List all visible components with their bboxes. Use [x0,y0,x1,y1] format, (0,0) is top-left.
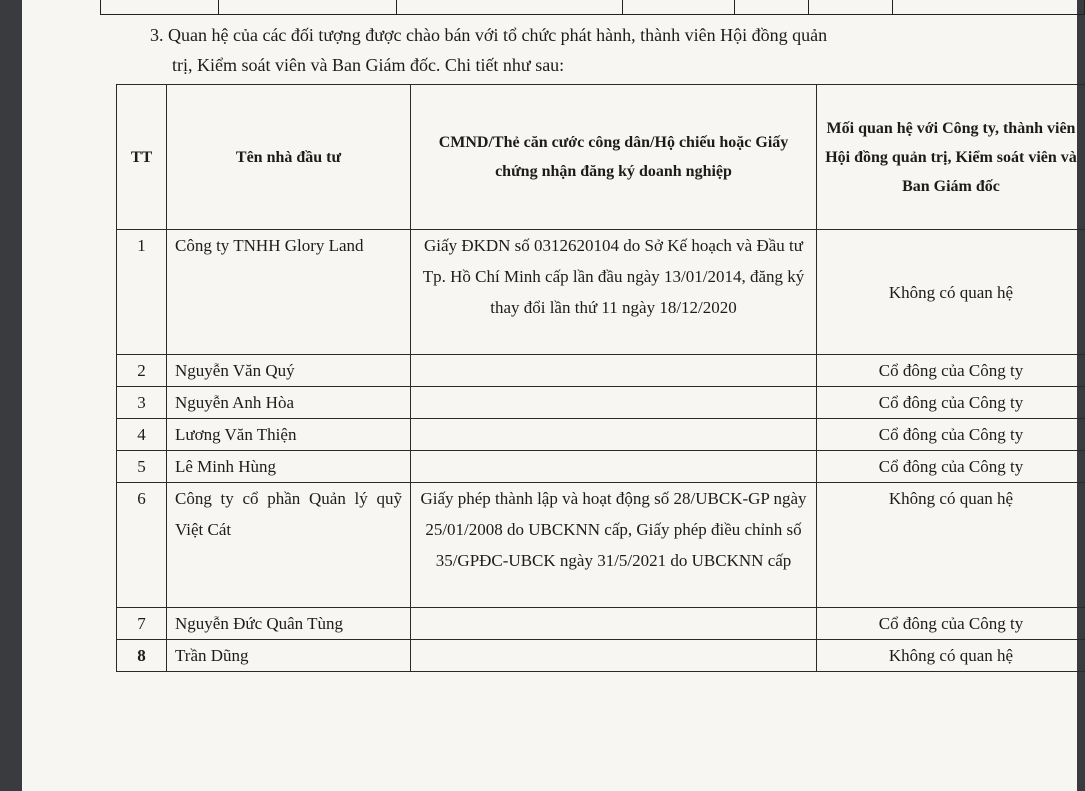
header-relationship: Mối quan hệ với Công ty, thành viên Hội đồng quản trị, Kiểm soát viên và Ban Giám đốc [817,85,1085,230]
relationship: Cổ đông của Công ty [817,451,1085,483]
row-number: 3 [117,387,167,419]
intro-line-2: trị, Kiểm soát viên và Ban Giám đốc. Chi tiết như sau: [172,55,565,75]
relationship: Không có quan hệ [817,640,1085,672]
relationship: Cổ đông của Công ty [817,608,1085,640]
document-page [22,0,1077,791]
row-number: 5 [117,451,167,483]
row-number: 6 [117,483,167,608]
investor-name: Lê Minh Hùng [167,451,411,483]
investor-name: Nguyễn Văn Quý [167,355,411,387]
table-row [117,608,1085,640]
id-document [411,355,817,387]
table-row [117,355,1085,387]
investor-name: Công ty cổ phần Quản lý quỹ Việt Cát [167,483,411,608]
row-number: 1 [117,230,167,355]
intro-line-1: 3. Quan hệ của các đối tượng được chào bán với tổ chức phát hành, thành viên Hội đồng quản [150,25,828,45]
id-document [411,419,817,451]
investor-relations-table [116,84,1085,672]
row-number: 2 [117,355,167,387]
table-row [117,483,1085,608]
previous-table-bottom-edge [100,0,1085,15]
id-document: Giấy ĐKDN số 0312620104 do Sở Kế hoạch và Đầu tư Tp. Hồ Chí Minh cấp lần đầu ngày 13/01/2014, đăng ký thay đổi lần thứ 11 ngày 18/12/2020 [411,230,817,355]
relationship: Cổ đông của Công ty [817,355,1085,387]
header-tt: TT [117,85,167,230]
investor-name: Nguyễn Anh Hòa [167,387,411,419]
header-id-document: CMND/Thẻ căn cước công dân/Hộ chiếu hoặc Giấy chứng nhận đăng ký doanh nghiệp [411,85,817,230]
row-number: 4 [117,419,167,451]
id-document [411,451,817,483]
header-investor-name: Tên nhà đầu tư [167,85,411,230]
table-header-row [117,85,1085,230]
id-document [411,387,817,419]
table-row [117,451,1085,483]
id-document [411,608,817,640]
table-row [117,230,1085,355]
table-row [117,419,1085,451]
id-document [411,640,817,672]
relationship: Cổ đông của Công ty [817,419,1085,451]
relationship: Không có quan hệ [817,483,1085,608]
investor-name: Nguyễn Đức Quân Tùng [167,608,411,640]
row-number: 8 [117,640,167,672]
relationship: Cổ đông của Công ty [817,387,1085,419]
section-intro [150,20,1050,80]
relationship: Không có quan hệ [817,230,1085,355]
investor-name: Trần Dũng [167,640,411,672]
row-number: 7 [117,608,167,640]
table-row [117,387,1085,419]
investor-name: Lương Văn Thiện [167,419,411,451]
investor-name: Công ty TNHH Glory Land [167,230,411,355]
table-row [117,640,1085,672]
id-document: Giấy phép thành lập và hoạt động số 28/UBCK-GP ngày 25/01/2008 do UBCKNN cấp, Giấy phép điều chỉnh số 35/GPĐC-UBCK ngày 31/5/2021 do UBCKNN cấp [411,483,817,608]
